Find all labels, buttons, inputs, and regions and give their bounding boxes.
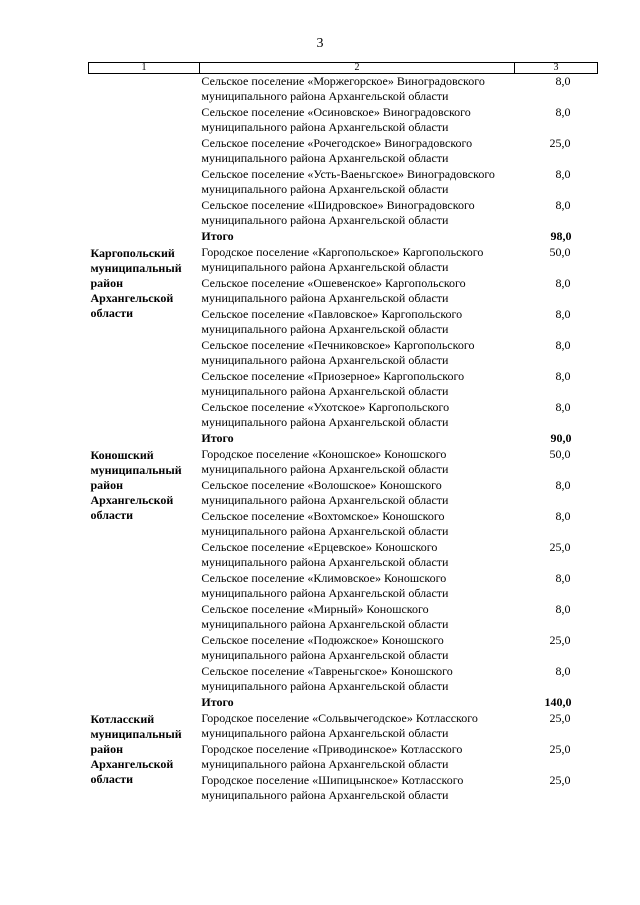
- amount-value: 8,0: [555, 509, 571, 523]
- district-name: [89, 74, 200, 246]
- settlement-name: Сельское поселение «Ошевенское» Каргопольского муниципального района Архангельской области: [201, 276, 466, 305]
- amount-value: 25,0: [549, 136, 571, 150]
- settlement-name: Сельское поселение «Волошское» Коношского муниципального района Архангельской области: [201, 478, 449, 507]
- amount-value: 8,0: [555, 478, 571, 492]
- settlement-name: Сельское поселение «Мирный» Коношского муниципального района Архангельской области: [201, 602, 449, 631]
- amount-value: 50,0: [549, 447, 571, 461]
- amount-value: 8,0: [555, 664, 571, 678]
- amount-value: 25,0: [549, 633, 571, 647]
- table-body: [89, 74, 598, 805]
- amount-value: 8,0: [555, 105, 571, 119]
- page-number: 3: [316, 36, 324, 51]
- total-label: Итого: [201, 431, 234, 445]
- district-name: Коношский муниципальный район Архангельской области: [90, 448, 182, 522]
- table-row: [89, 447, 598, 478]
- total-value: 90,0: [550, 431, 572, 445]
- amount-value: 25,0: [549, 742, 571, 756]
- amount-value: 8,0: [555, 276, 571, 290]
- district-name: Котласский муниципальный район Архангельской области: [90, 712, 182, 786]
- settlement-name: Сельское поселение «Приозерное» Каргопольского муниципального района Архангельской области: [201, 369, 465, 398]
- total-value: 140,0: [544, 695, 572, 709]
- settlement-name: Городское поселение «Приводинское» Котласского муниципального района Архангельской области: [201, 742, 463, 771]
- settlement-name: Сельское поселение «Усть-Ваеньгское» Виноградовского муниципального района Архангельской области: [201, 167, 495, 196]
- settlement-name: Сельское поселение «Павловское» Каргопольского муниципального района Архангельской области: [201, 307, 463, 336]
- settlement-name: Городское поселение «Сольвычегодское» Котласского муниципального района Архангельской области: [201, 711, 478, 740]
- amount-value: 8,0: [555, 400, 571, 414]
- amount-value: 25,0: [549, 711, 571, 725]
- settlement-name: Городское поселение «Шипицынское» Котласского муниципального района Архангельской области: [201, 773, 464, 802]
- settlement-name: Сельское поселение «Моржегорское» Виноградовского муниципального района Архангельской области: [201, 74, 485, 103]
- column-number-1: 1: [89, 63, 200, 74]
- amount-value: 8,0: [555, 338, 571, 352]
- amount-value: 25,0: [549, 773, 571, 787]
- district-name: Каргопольский муниципальный район Архангельской области: [90, 246, 182, 320]
- column-number-header: [89, 63, 598, 74]
- settlement-name: Сельское поселение «Печниковское» Каргопольского муниципального района Архангельской области: [201, 338, 475, 367]
- amount-value: 8,0: [555, 571, 571, 585]
- table-row: [89, 711, 598, 742]
- amount-value: 25,0: [549, 540, 571, 554]
- total-value: 98,0: [550, 229, 572, 243]
- settlement-name: Сельское поселение «Вохтомское» Коношского муниципального района Архангельской области: [201, 509, 449, 538]
- amount-value: 8,0: [555, 198, 571, 212]
- amount-value: 8,0: [555, 167, 571, 181]
- settlement-name: Городское поселение «Каргопольское» Каргопольского муниципального района Архангельской области: [201, 245, 484, 274]
- total-label: Итого: [201, 229, 234, 243]
- allocation-table: [88, 62, 598, 804]
- amount-value: 50,0: [549, 245, 571, 259]
- column-number-2: 2: [199, 63, 514, 74]
- total-label: Итого: [201, 695, 234, 709]
- settlement-name: Сельское поселение «Ухотское» Каргопольского муниципального района Архангельской области: [201, 400, 450, 429]
- settlement-name: Сельское поселение «Рочегодское» Виноградовского муниципального района Архангельской области: [201, 136, 473, 165]
- column-number-3: 3: [515, 63, 598, 74]
- amount-value: 8,0: [555, 602, 571, 616]
- settlement-name: Городское поселение «Коношское» Коношского муниципального района Архангельской области: [201, 447, 449, 476]
- table-row: [89, 74, 598, 106]
- amount-value: 8,0: [555, 74, 571, 88]
- settlement-name: Сельское поселение «Шидровское» Виноградовского муниципального района Архангельской области: [201, 198, 475, 227]
- amount-value: 8,0: [555, 369, 571, 383]
- settlement-name: Сельское поселение «Осиновское» Виноградовского муниципального района Архангельской области: [201, 105, 471, 134]
- amount-value: 8,0: [555, 307, 571, 321]
- settlement-name: Сельское поселение «Климовское» Коношского муниципального района Архангельской области: [201, 571, 449, 600]
- settlement-name: Сельское поселение «Тавреньгское» Коношского муниципального района Архангельской области: [201, 664, 453, 693]
- settlement-name: Сельское поселение «Подюжское» Коношского муниципального района Архангельской области: [201, 633, 449, 662]
- settlement-name: Сельское поселение «Ерцевское» Коношского муниципального района Архангельской области: [201, 540, 449, 569]
- table-row: [89, 245, 598, 276]
